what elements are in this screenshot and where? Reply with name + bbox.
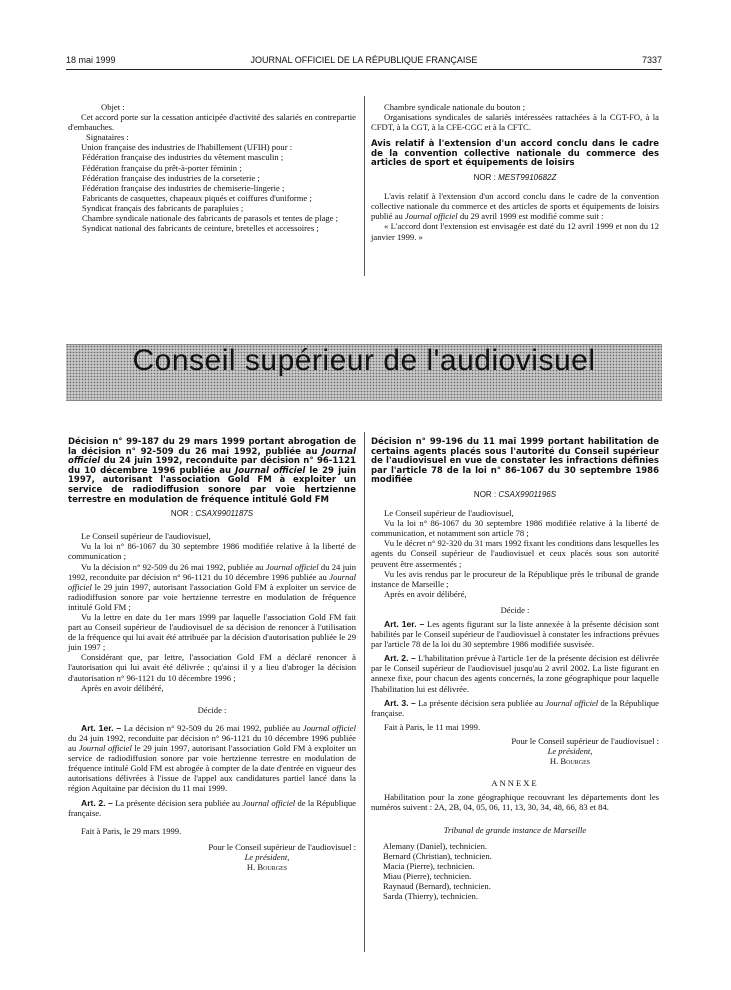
technician-item: Alemany (Daniel), technicien. [383, 840, 488, 851]
signataires-label: Signataires : [86, 132, 129, 143]
header-date: 18 mai 1999 [66, 55, 116, 65]
left-decision-column [68, 438, 356, 872]
header-rule [66, 69, 662, 70]
r-signature: H. Bourges [549, 756, 591, 767]
l-p1: Le Conseil supérieur de l'audiovisuel, [81, 531, 211, 542]
technician-item: Macia (Pierre), technicien. [383, 860, 475, 871]
r-president: Le président, [547, 746, 593, 757]
column-divider-bottom [364, 432, 365, 952]
r-p2: Vu la loi n° 86-1067 du 30 septembre 1986 modifiée relative à la liberté de communication, et notamment son article 78 ; [371, 518, 659, 539]
signatory-list [68, 152, 356, 233]
technician-item: Bernard (Christian), technicien. [383, 850, 492, 861]
l-p6: Après en avoir délibéré, [81, 682, 164, 693]
r-art1: Art. 1er. – Les agents figurant sur la liste annexée à la présente décision sont habilités par le Conseil supérieur de l'audiovisuel à constater les infractions prévues par l'article 78 de la loi du 30 septembre 1986 modifiée susvisée. [371, 619, 659, 650]
technician-item: Sarda (Thierry), technicien. [383, 891, 478, 902]
signatory-item: Chambre syndicale nationale des fabricants de parasols et tentes de plage ; [82, 213, 339, 224]
decision-187-nor: NOR : CSAX9901187S [170, 509, 254, 519]
header-page-number: 7337 [641, 55, 662, 65]
r-art2: Art. 2. – L'habilitation prévue à l'article 1er de la présente décision est délivrée par le Conseil supérieur de l'audiovisuel jusqu'au 2 avril 2002. La liste figurant en annexe fixe, pour chacun des agents concernés, la zone géographique pour laquelle l'habilitation lui est délivrée. [371, 653, 659, 694]
tribunal-heading: Tribunal de grande instance de Marseille [443, 824, 587, 835]
r-pour: Pour le Conseil supérieur de l'audiovisuel : [511, 735, 659, 746]
technician-item: Miau (Pierre), technicien. [383, 870, 472, 881]
annexe-heading: ANNEXE [491, 778, 539, 789]
avis-para-2: « L'accord dont l'extension est envisagée est daté du 12 avril 1999 et non du 12 janvier 1999. » [371, 221, 659, 242]
decision-196-title: Décision n° 99-196 du 11 mai 1999 portant habilitation de certains agents placés sous l'autorité du Conseil supérieur de l'audiovisuel en vue de constater les infractions définies par l'article 78 de la loi n° 86-1067 du 30 septembre 1986 modifiée [371, 437, 659, 486]
l-president: Le président, [244, 851, 290, 862]
annexe-text: Habilitation pour la zone géographique recouvrant les départements dont les numéros suivent : 2A, 2B, 04, 05, 06, 11, 13, 30, 34, 48, 66, 83 et 84. [371, 792, 659, 813]
r-p4: Vu les avis rendus par le procureur de la République près le tribunal de grande instance de Marseille ; [371, 568, 659, 589]
decision-187-title: Décision n° 99-187 du 29 mars 1999 portant abrogation de la décision n° 92-509 du 26 mai 1992, publiée au Journal officiel du 24 juin 1992, reconduite par décision n° 96-1121 du 10 décembre 1996 publiée au Journal officiel le 29 juin 1997, autorisant l'association Gold FM à exploiter un service de radiodiffusion sonore par voie hertzienne terrestre en modulation de fréquence intitulé Gold FM [68, 437, 356, 505]
signatory-item: Syndicat français des fabricants de parapluies ; [82, 202, 244, 213]
avis-title: Avis relatif à l'extension d'un accord conclu dans le cadre de la convention collective nationale du commerce des articles de sport et équipements de loisirs [371, 139, 659, 169]
signatory-item: Syndicat national des fabricants de ceinture, bretelles et accessoires ; [82, 223, 319, 234]
r-p1: Le Conseil supérieur de l'audiovisuel, [384, 508, 514, 519]
r-art3: Art. 3. – La présente décision sera publiée au Journal officiel de la République française. [371, 697, 659, 718]
l-fait: Fait à Paris, le 29 mars 1999. [81, 825, 182, 836]
technician-list [371, 841, 659, 902]
header-journal-title: JOURNAL OFFICIEL DE LA RÉPUBLIQUE FRANÇAISE [250, 55, 478, 65]
l-p4: Vu la lettre en date du 1er mars 1999 par laquelle l'association Gold FM fait part au Conseil supérieur de l'audiovisuel de sa décision de renoncer à l'utilisation de la fréquence qui lui avait été attribuée par la décision d'autorisation publiée le 29 juin 1997 ; [68, 612, 356, 653]
technician-item: Raynaud (Bernard), technicien. [383, 880, 491, 891]
l-art2: Art. 2. – La présente décision sera publiée au Journal officiel de la République française. [68, 797, 356, 818]
r-p5: Après en avoir délibéré, [384, 588, 467, 599]
objet-label: Objet : [101, 102, 125, 112]
union-line: Union française des industries de l'habillement (UFIH) pour : [81, 142, 293, 153]
organisations-line: Organisations syndicales de salariés intéressées rattachées à la CGT-FO, à la CFDT, à la CGT, à la CFE-CGC et à la CFTC. [371, 112, 659, 133]
l-pour: Pour le Conseil supérieur de l'audiovisuel : [208, 841, 356, 852]
decision-196-nor: NOR : CSAX9901196S [473, 489, 557, 499]
avis-nor: NOR : MEST9910682Z [473, 173, 557, 183]
r-fait: Fait à Paris, le 11 mai 1999. [384, 721, 481, 732]
signatory-item: Fédération française des industries de chemiserie-lingerie ; [82, 182, 285, 193]
column-divider-top [364, 96, 365, 276]
bouton-line: Chambre syndicale nationale du bouton ; [384, 102, 526, 112]
signatory-item: Fabricants de casquettes, chapeaux piqués et coiffures d'uniforme ; [82, 192, 312, 203]
l-p5: Considérant que, par lettre, l'association Gold FM a déclaré renoncer à l'autorisation qui lui avait été délivrée ; qu'ainsi il y a lieu d'abroger la décision d'autorisation n° 96-1121 du 10 décembre 1996 ; [68, 652, 356, 683]
signatory-item: Fédération française des industries du vêtement masculin ; [82, 152, 284, 163]
l-p3: Vu la décision n° 92-509 du 26 mai 1992, publiée au Journal officiel du 24 juin 1992, reconduite par décision n° 96-1121 du 10 décembre 1996 publiée au Journal officiel le 29 juin 1997, autorisant l'association Gold FM à exploiter un service de radiodiffusion sonore par voie hertzienne terrestre en modulation de fréquence intitulé Gold FM ; [68, 561, 357, 612]
l-decide: Décide : [197, 704, 227, 715]
avis-para-1: L'avis relatif à l'extension d'un accord conclu dans le cadre de la convention collective nationale du commerce et des articles de sports et équipements de loisirs publié au Journal officiel du 29 avril 1999 est modifié comme suit : [371, 191, 659, 222]
r-decide: Décide : [500, 604, 530, 615]
objet-text: Cet accord porte sur la cessation anticipée d'activité des salariés en contrepartie d'embauches. [68, 112, 356, 133]
top-right-column [371, 102, 659, 242]
page-header [66, 55, 662, 67]
signatory-item: Fédération française du prêt-à-porter féminin ; [82, 162, 242, 173]
l-signature: H. Bourges [246, 861, 288, 872]
r-p3: Vu le décret n° 92-320 du 31 mars 1992 fixant les conditions dans lesquelles les agents du Conseil supérieur de l'audiovisuel et ceux placés sous son autorité peuvent être assermentés ; [371, 538, 659, 569]
banner-title: Conseil supérieur de l'audiovisuel [132, 344, 596, 377]
section-banner [66, 344, 662, 401]
signatory-item: Fédération française des industries de la corseterie ; [82, 172, 260, 183]
l-art1: Art. 1er. – La décision n° 92-509 du 26 mai 1992, publiée au Journal officiel du 24 juin 1992, reconduite par décision n° 96-1121 du 10 décembre 1996 publiée au Journal officiel le 29 juin 1997, autorisant l'association Gold FM à exploiter un service de radiodiffusion sonore par voie hertzienne terrestre en modulation de fréquence intitulé Gold FM est abrogée à compter de la date d'entrée en vigueur des autorisations délivrées à l'issue de l'appel aux candidatures partiel lancé dans la région Aquitaine par décision du 11 mai 1999. [68, 722, 356, 794]
right-decision-column [371, 438, 659, 901]
l-p2: Vu la loi n° 86-1067 du 30 septembre 1986 modifiée relative à la liberté de communication ; [68, 541, 356, 562]
top-left-column [68, 102, 356, 233]
